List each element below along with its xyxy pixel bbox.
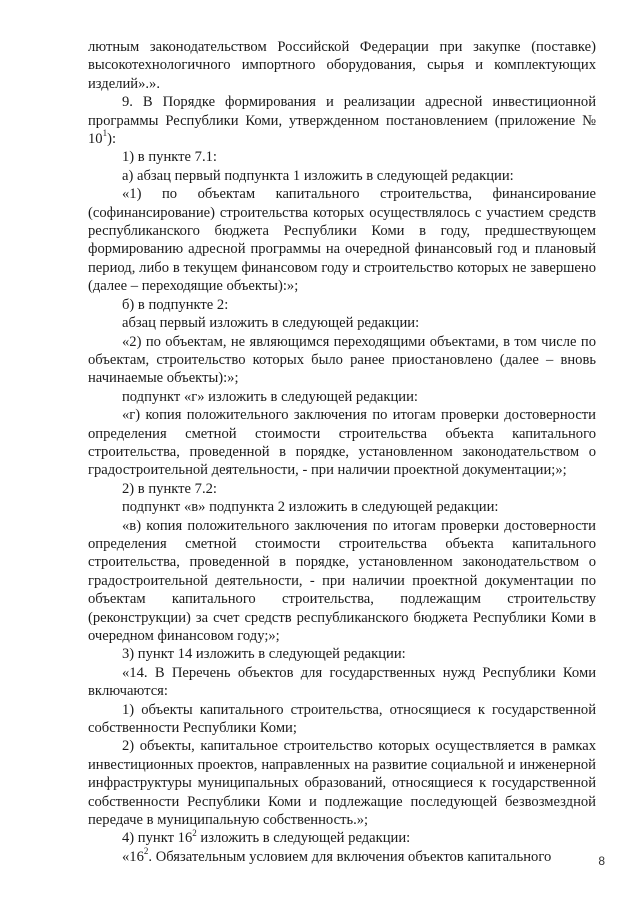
paragraph-2: 9. В Порядке формирования и реализации адресной инвестиционной программы Республики Коми, утвержденном постановлением (приложение № $10^1$): <box>88 94 596 148</box>
paragraph-3: 1) в пункте 7.1: <box>122 149 217 166</box>
paragraph-17: 2) объекты, капитальное строительство которых осуществляется в рамках инвестиционных проектов, направленных на развитие социальной и инженерной инфраструктуры муниципальных образований, относящиеся к государственной собственности Республики Коми и подлежащие последующей безвозмездной передаче в муниципальную собственность.»; <box>88 738 596 829</box>
page-number: 8 <box>598 854 605 868</box>
paragraph-5: «1) по объектам капитального строительства, финансирование (софинансирование) строительства которых осуществлялось с участием средств республиканского бюджета Республики Коми в году, предшествующем формированию адресной программы на очередной финансовый год и плановый период, либо в текущем финансовом году и строительство которых не завершено (далее – переходящие объекты):»; <box>88 186 596 295</box>
paragraph-19: «$16^2$. Обязательным условием для включения объектов капитального <box>122 846 552 865</box>
paragraph-7: абзац первый изложить в следующей редакции: <box>122 315 420 332</box>
paragraph-11: 2) в пункте 7.2: <box>122 480 217 497</box>
paragraph-13: «в) копия положительного заключения по итогам проверки достоверности определения сметной стоимости строительства объекта капитального строительства, проведенной в порядке, установленном законодательством о градостроительной деятельности, - при наличии проектной документации по объектам капитального строительства, подлежащим строительству (реконструкции) за счет средств республиканского бюджета Республики Коми в очередном финансовом году;»; <box>88 517 596 644</box>
superscript: 2 <box>192 827 197 838</box>
paragraph-15: «14. В Перечень объектов для государственных нужд Республики Коми включаются: <box>88 664 596 700</box>
superscript: 1 <box>102 128 108 139</box>
paragraph-16: 1) объекты капитального строительства, относящиеся к государственной собственности Республики Коми; <box>88 701 596 737</box>
paragraph-10: «г) копия положительного заключения по итогам проверки достоверности определения сметной стоимости строительства объекта капитального строительства, проведенной в порядке, установленном законодательством о градостроительной деятельности, - при наличии проектной документации;»; <box>88 407 596 479</box>
paragraph-6: б) в подпункте 2: <box>122 296 229 313</box>
paragraph-1: лютным законодательством Российской Федерации при закупке (поставке) высокотехнологичного импортного оборудования, сырья и комплектующих изделий».». <box>88 39 596 92</box>
superscript: 2 <box>143 846 149 857</box>
paragraph-9: подпункт «г» изложить в следующей редакции: <box>122 388 418 405</box>
paragraph-4: а) абзац первый подпункта 1 изложить в следующей редакции: <box>122 167 514 184</box>
paragraph-12: подпункт «в» подпункта 2 изложить в следующей редакции: <box>122 499 499 516</box>
paragraph-8: «2) по объектам, не являющимся переходящими объектами, в том числе по объектам, строительство которых было ранее приостановлено (далее – вновь начинаемые объекты):»; <box>88 333 596 387</box>
paragraph-18: 4) пункт $16^2$ изложить в следующей редакции: <box>122 827 411 847</box>
paragraph-14: 3) пункт 14 изложить в следующей редакции: <box>122 646 406 663</box>
document-body <box>88 38 596 866</box>
